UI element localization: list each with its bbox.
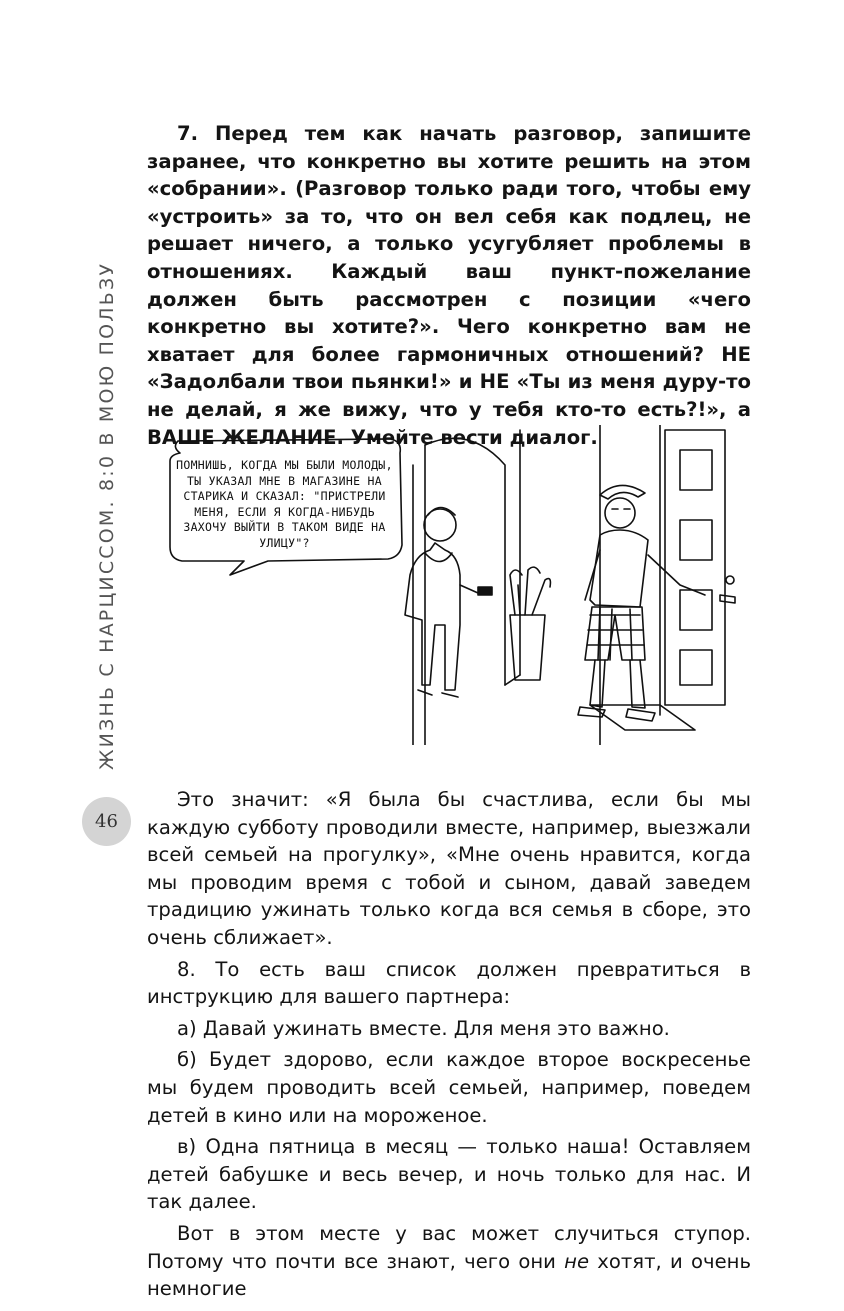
paragraph-meaning: Это значит: «Я была бы счастлива, если бы мы каждую субботу проводили вместе, например, выезжали всей семьей на прогулку», «Мне очень нравится, когда мы проводим время с тобой и сыном, давай заведем традицию ужинать только когда вся семья в сборе, это очень сближает».: [147, 788, 751, 949]
paragraph-7: 7. Перед тем как начать разговор, запишите заранее, что конкретно вы хотите решить на этом «собрании». (Разговор только ради того, чтобы ему «устроить» за то, что он вел себя как подлец, не решает ничего, а только усугубляет проблемы в отношениях. Каждый ваш пункт-пожелание должен быть рассмотрен с позиции «чего конкретно вы хотите?». Чего конкретно вам не хватает для более гармоничных отношений? НЕ «Задолбали твои пьянки!» и НЕ «Ты из меня дуру-то не делай, я же вижу, что у тебя кто-то есть?!», а ВАШЕ ЖЕЛАНИЕ. Умейте вести диалог.: [147, 122, 751, 449]
stupor-text-1: Вот в этом месте у вас может случиться ступор. Потому что почти все знают, чего они: [147, 1221, 751, 1273]
stupor-italic: не: [564, 1249, 590, 1273]
page-number: [82, 797, 131, 846]
list-item-c: в) Одна пятница в месяц — только наша! Оставляем детей бабушке и весь вечер, и ночь только для нас. И так далее.: [147, 1135, 751, 1214]
woman-figure: [405, 508, 492, 698]
paragraph-stupor: [147, 1220, 751, 1303]
door: [665, 430, 725, 705]
stupor-text-2: хотят, и очень немногие: [147, 1249, 752, 1301]
page-number-text: 46: [95, 811, 118, 832]
umbrella-stand: [510, 615, 545, 680]
doormat: [590, 705, 695, 730]
top-text-block: [147, 120, 751, 451]
paragraph-8: 8. То есть ваш список должен превратиться в инструкцию для вашего партнера:: [147, 957, 751, 1009]
running-title: ЖИЗНЬ С НАРЦИССОМ. 8:0 В МОЮ ПОЛЬЗУ: [96, 261, 118, 770]
list-item-a: а) Давай ужинать вместе. Для меня это важно.: [177, 1016, 670, 1040]
speech-bubble-text: ПОМНИШЬ, КОГДА МЫ БЫЛИ МОЛОДЫ, ТЫ УКАЗАЛ МНЕ В МАГАЗИНЕ НА СТАРИКА И СКАЗАЛ: "ПРИСТРЕЛИ МЕНЯ, ЕСЛИ Я КОГДА-НИБУДЬ ЗАХОЧУ ВЫЙТИ В ТАКОМ ВИДЕ НА УЛИЦУ"?: [176, 458, 393, 550]
list-item-b: б) Будет здорово, если каждое второе воскресенье мы будем проводить всей семьей, например, поведем детей в кино или на мороженое.: [147, 1048, 751, 1127]
bottom-text-block: [147, 786, 751, 1303]
